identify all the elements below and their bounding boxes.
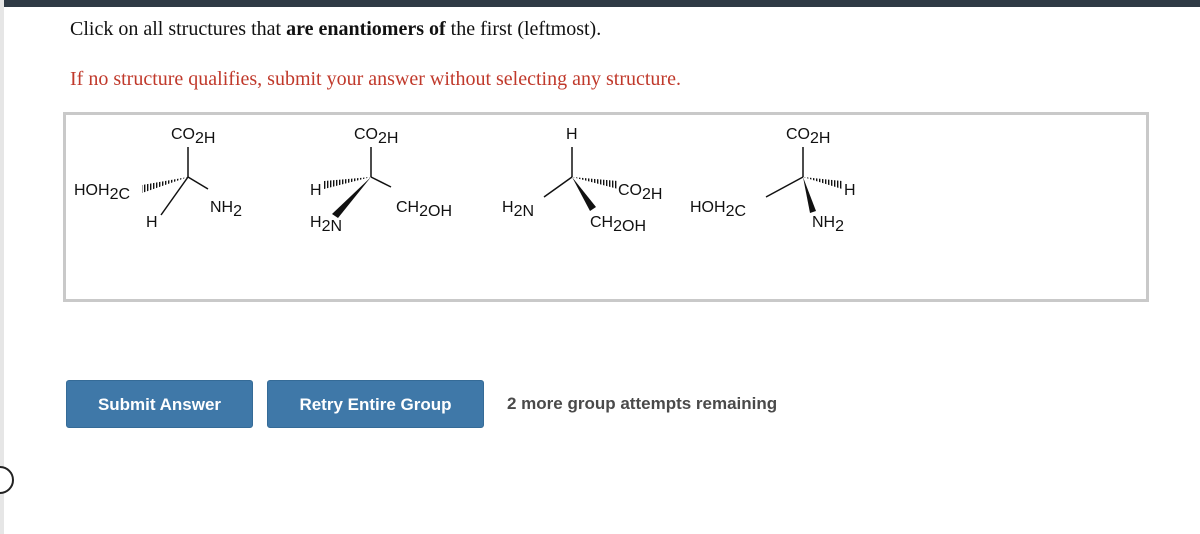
structure-option-4[interactable] xyxy=(690,126,856,235)
s2-right-label: CH2OH xyxy=(396,199,453,220)
s1-left-label: HOH2C xyxy=(74,182,131,203)
s3-left-label: H2N xyxy=(502,199,535,220)
structures-canvas xyxy=(66,115,1146,299)
structure-choice-box xyxy=(63,112,1149,302)
s2-left-upper-label: H xyxy=(310,182,322,199)
structure-option-1[interactable] xyxy=(74,126,242,231)
structure-option-2[interactable] xyxy=(310,126,452,235)
s2-top-label: CO2H xyxy=(354,126,399,147)
instruction-bold: are enantiomers of xyxy=(286,18,446,40)
s3-right-label: CO2H xyxy=(618,182,663,203)
submit-answer-button[interactable]: Submit Answer xyxy=(66,380,253,428)
left-edge xyxy=(0,0,4,534)
s4-bottom-label: NH2 xyxy=(812,214,845,235)
s1-bottom-label: H xyxy=(146,214,158,231)
s3-top-label: H xyxy=(566,126,578,143)
attempts-remaining: 2 more group attempts remaining xyxy=(507,394,778,413)
scroll-handle[interactable] xyxy=(0,466,14,494)
s4-top-label: CO2H xyxy=(786,126,831,147)
top-bar xyxy=(0,0,1200,7)
question-instruction xyxy=(70,18,601,41)
question-note: If no structure qualifies, submit your answer without selecting any structure. xyxy=(70,68,681,90)
s2-left-lower-label: H2N xyxy=(310,214,343,235)
s1-top-label: CO2H xyxy=(171,126,216,147)
s1-right-label: NH2 xyxy=(210,199,243,220)
s4-left-label: HOH2C xyxy=(690,199,747,220)
s4-right-label: H xyxy=(844,182,856,199)
s3-bottom-label: CH2OH xyxy=(590,214,647,235)
instruction-prefix: Click on all structures that xyxy=(70,18,282,40)
structure-option-3[interactable] xyxy=(502,126,662,235)
instruction-suffix: the first (leftmost). xyxy=(450,18,602,40)
retry-group-button[interactable]: Retry Entire Group xyxy=(267,380,484,428)
